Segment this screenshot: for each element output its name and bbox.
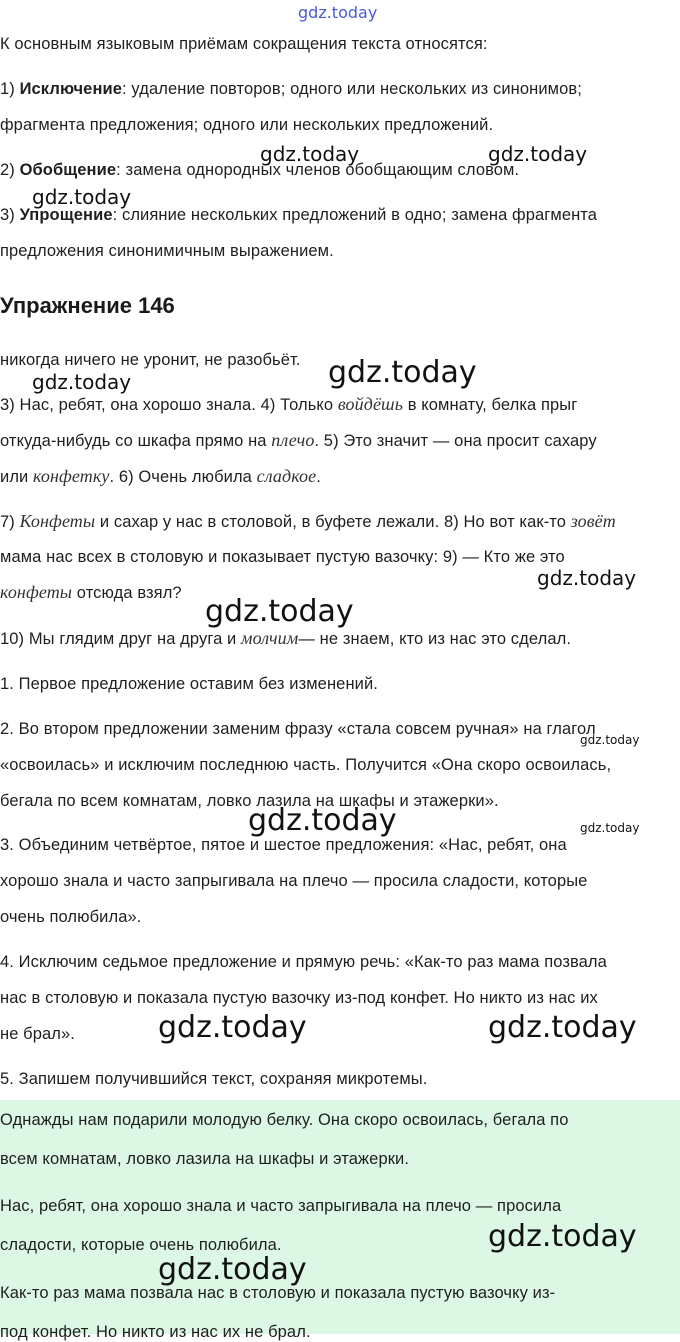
watermark: gdz.today xyxy=(32,370,132,394)
step-3-line-3: очень полюбила». xyxy=(0,908,142,926)
text-line-2 xyxy=(0,394,577,415)
watermark: gdz.today xyxy=(205,594,354,629)
watermark: gdz.today xyxy=(298,3,378,22)
result-para-2-line-2: сладости, которые очень полюбила. xyxy=(0,1236,282,1254)
watermark: gdz.today xyxy=(488,142,588,166)
rule-term: Обобщение xyxy=(19,161,117,179)
text-line-3 xyxy=(0,430,597,451)
text-span: 10) Мы глядим друг на друга и xyxy=(0,630,242,648)
text-span: . xyxy=(316,468,321,486)
text-span: в комнату, белка прыг xyxy=(403,396,578,414)
rule-exclusion-cont: фрагмента предложения; одного или нескольких предложений. xyxy=(0,116,494,134)
text-line-8 xyxy=(0,628,571,649)
watermark: gdz.today xyxy=(537,566,637,590)
italic-word: молчим xyxy=(241,628,299,648)
text-span: или xyxy=(0,468,34,486)
text-span: 7) xyxy=(0,513,20,531)
watermark: gdz.today xyxy=(158,1010,307,1045)
text-span: . 6) Очень любила xyxy=(109,468,257,486)
text-span: и сахар у нас в столовой, в буфете лежали. 8) Но вот как-то xyxy=(95,513,571,531)
text-span: отсюда взял? xyxy=(72,584,182,602)
rule-text: : слияние нескольких предложений в одно; замена фрагмента xyxy=(112,206,598,224)
rule-number: 3) xyxy=(0,206,15,224)
rule-simplification-cont: предложения синонимичным выражением. xyxy=(0,242,334,260)
text-line-1: никогда ничего не уронит, не разобьёт. xyxy=(0,351,301,369)
text-line-4 xyxy=(0,466,321,487)
watermark: gdz.today xyxy=(328,355,477,390)
step-2-line-3: бегала по всем комнатам, ловко лазила на шкафы и этажерки». xyxy=(0,792,499,810)
text-line-5 xyxy=(0,511,616,532)
watermark: gdz.today xyxy=(580,821,640,835)
italic-word: сладкое xyxy=(256,466,317,486)
watermark: gdz.today xyxy=(248,803,397,838)
text-span: 3) Нас, ребят, она хорошо знала. 4) Только xyxy=(0,396,338,414)
rule-exclusion xyxy=(0,79,582,99)
rule-number: 2) xyxy=(0,161,15,179)
text-line-6: мама нас всех в столовую и показывает пустую вазочку: 9) — Кто же это xyxy=(0,548,565,566)
rule-term: Исключение xyxy=(19,80,123,98)
rule-text: : удаление повторов; одного или нескольких из синонимов; xyxy=(122,80,582,98)
step-5: 5. Запишем получившийся текст, сохраняя микротемы. xyxy=(0,1070,428,1088)
watermark: gdz.today xyxy=(32,185,132,209)
step-4-line-1: 4. Исключим седьмое предложение и прямую речь: «Как-то раз мама позвала xyxy=(0,953,607,971)
watermark: gdz.today xyxy=(488,1219,637,1254)
step-4-line-2: нас в столовую и показала пустую вазочку из-под конфет. Но никто из нас их xyxy=(0,989,598,1007)
text-line-7 xyxy=(0,582,182,603)
rule-number: 1) xyxy=(0,80,15,98)
text-span: . 5) Это значит — она просит сахару xyxy=(314,432,597,450)
result-para-3-line-1: Как-то раз мама позвала нас в столовую и показала пустую вазочку из- xyxy=(0,1284,556,1302)
italic-word: конфетку xyxy=(33,466,110,486)
result-para-2-line-1: Нас, ребят, она хорошо знала и часто запрыгивала на плечо — просила xyxy=(0,1197,562,1215)
text-span: — не знаем, кто из нас это сделал. xyxy=(298,630,572,648)
step-2-line-2: «освоилась» и исключим последнюю часть. Получится «Она скоро освоилась, xyxy=(0,756,612,774)
result-para-1-line-1: Однажды нам подарили молодую белку. Она скоро освоилась, бегала по xyxy=(0,1111,569,1129)
italic-word: плечо xyxy=(271,430,315,450)
watermark: gdz.today xyxy=(488,1010,637,1045)
italic-word: конфеты xyxy=(0,582,73,602)
exercise-title: Упражнение 146 xyxy=(0,293,175,318)
step-1: 1. Первое предложение оставим без изменений. xyxy=(0,675,378,693)
step-2-line-1: 2. Во втором предложении заменим фразу «стала совсем ручная» на глагол xyxy=(0,720,596,738)
rule-text: : замена однородных членов обобщающим словом. xyxy=(116,161,520,179)
italic-word: Конфеты xyxy=(19,511,96,531)
rule-generalization xyxy=(0,160,519,180)
intro-text: К основным языковым приёмам сокращения текста относятся: xyxy=(0,35,488,53)
italic-word: войдёшь xyxy=(337,394,404,414)
rule-term: Упрощение xyxy=(19,206,113,224)
watermark: gdz.today xyxy=(158,1252,307,1287)
text-span: откуда-нибудь со шкафа прямо на xyxy=(0,432,272,450)
step-3-line-2: хорошо знала и часто запрыгивала на плечо — просила сладости, которые xyxy=(0,872,588,890)
watermark: gdz.today xyxy=(260,142,360,166)
step-4-line-3: не брал». xyxy=(0,1025,75,1043)
step-3-line-1: 3. Объединим четвёртое, пятое и шестое предложения: «Нас, ребят, она xyxy=(0,836,567,854)
result-para-3-line-2: под конфет. Но никто из нас их не брал. xyxy=(0,1323,311,1341)
watermark: gdz.today xyxy=(580,733,640,747)
rule-simplification xyxy=(0,205,597,225)
italic-word: зовёт xyxy=(570,511,616,531)
result-para-1-line-2: всем комнатам, ловко лазила на шкафы и этажерки. xyxy=(0,1150,410,1168)
